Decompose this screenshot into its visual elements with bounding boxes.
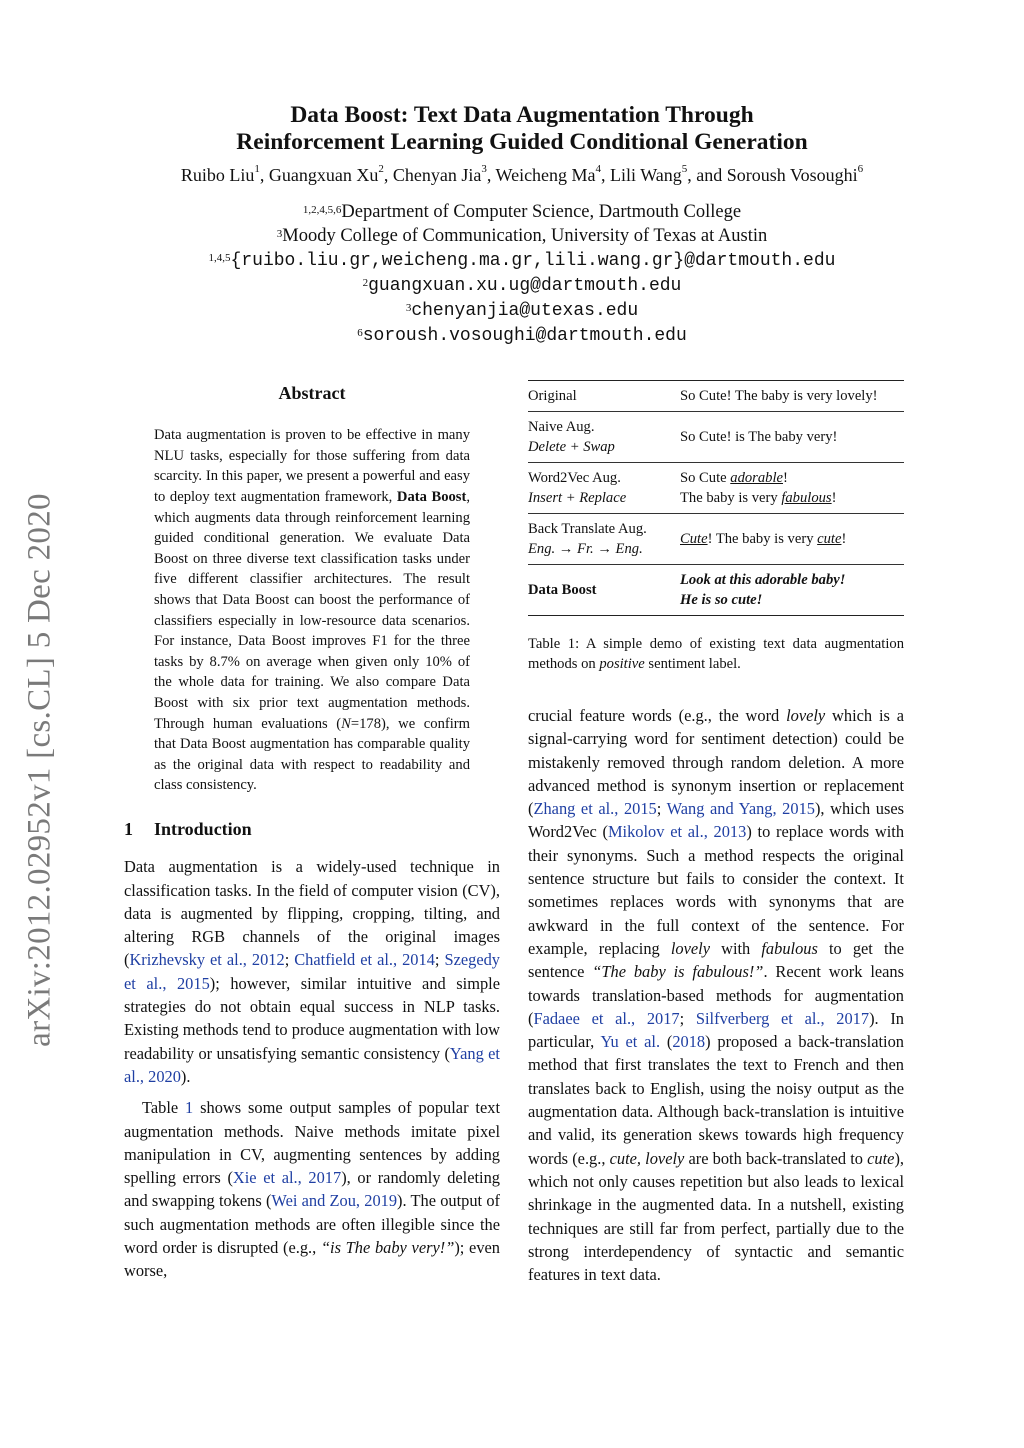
arxiv-sidebar-stamp <box>14 460 66 1080</box>
citation-link[interactable]: Wei and Zou, 2019 <box>271 1191 398 1211</box>
method-label: Back Translate Aug. <box>528 521 647 537</box>
author-list: Ruibo Liu$^1$, Guangxuan Xu$^2$, Chenyan Jia$^3$, Weicheng Ma$^4$, Lili Wang$^5$, and Soroush Vosoughi$^6$ <box>180 163 864 185</box>
text-run: sentiment label. <box>644 656 741 672</box>
email-line <box>110 323 934 348</box>
title-line-2: Reinforcement Learning Guided Conditional Generation <box>236 129 808 155</box>
text-run: ). <box>180 1066 191 1086</box>
example-line <box>680 488 904 508</box>
citation-link[interactable]: Chatfield et al., 2014 <box>294 950 435 970</box>
method-cell <box>528 463 680 514</box>
text-run: lovely <box>670 938 710 958</box>
method-sub: Insert + Replace <box>528 490 627 506</box>
title-line-1: Data Boost: Text Data Augmentation Through <box>290 102 754 128</box>
text-run: ); even worse, <box>124 1238 500 1281</box>
table-row <box>528 463 904 514</box>
citation-link[interactable]: 2018 <box>672 1032 706 1052</box>
email-sup: 3 <box>405 302 412 314</box>
text-run: ) to replace words with their synonyms. Such a method respects the original sentence structure but fails to consider the context. It sometimes replaces words with synonyms that are awkward in the full context of the sentence. For example, replacing <box>528 822 905 958</box>
author-and: and <box>696 165 723 185</box>
affiliation-line <box>110 224 934 248</box>
author-sup: 4 <box>595 163 602 175</box>
method-cell <box>528 514 680 565</box>
quoted-example: “The baby is fabulous!” <box>592 962 764 982</box>
email-line <box>110 248 934 273</box>
affiliation-sup: 3 <box>276 228 283 240</box>
citation-link[interactable]: Xie et al., 2017 <box>232 1168 342 1188</box>
table-row <box>528 514 904 565</box>
author-name: Weicheng Ma <box>495 165 596 185</box>
method-cell <box>528 381 680 412</box>
text-run: ; <box>434 950 445 970</box>
citation-link[interactable]: Silfverberg et al., 2017 <box>695 1008 870 1028</box>
text-run: ), which uses Word2Vec ( <box>528 799 904 842</box>
email-text[interactable]: chenyanjia@utexas.edu <box>411 301 639 321</box>
text-run: ! The baby is very <box>707 531 818 547</box>
text-run: shows some output samples of popular text augmentation methods. Naive methods imitate pixel manipulation in CV, augmenting sentences by adding spelling errors ( <box>124 1098 500 1188</box>
augmented-word: fabulous <box>781 490 832 506</box>
method-label: Data Boost <box>528 582 597 598</box>
text-run: ! <box>831 490 837 506</box>
author-name: Ruibo Liu <box>180 165 255 185</box>
citation-link[interactable]: Mikolov et al., 2013 <box>607 822 747 842</box>
author-sup: 3 <box>481 163 487 175</box>
author-sup: 5 <box>681 163 688 175</box>
example-cell <box>680 463 904 514</box>
text-run: crucial feature words (e.g., the word <box>528 706 787 725</box>
text-run: Data augmentation is a widely-used technique in classification tasks. In the field of computer vision (CV), data is augmented by flipping, cropping, tilting, and altering RGB channels of the original images ( <box>124 857 500 970</box>
citation-link[interactable]: Yu et al. <box>600 1032 661 1052</box>
author-sup: 6 <box>857 163 864 175</box>
section-title: Introduction <box>154 818 252 839</box>
abstract-bold: Data Boost <box>396 489 467 506</box>
method-label: Naive Aug. <box>528 419 595 435</box>
email-text[interactable]: guangxuan.xu.ug@dartmouth.edu <box>368 276 682 296</box>
text-run: cute, lovely <box>609 1148 685 1168</box>
example-cell <box>680 514 904 565</box>
text-run: ), which not only causes repetition but also leads to lexical shrinkage in the augmented data. In a nutshell, existing techniques are still far from perfect, partially due to the strong interdependency of syntactic and semantic features in text data. <box>528 1148 905 1285</box>
table-row <box>528 412 904 463</box>
text-run: lovely <box>786 706 826 725</box>
citation-link[interactable]: Wang and Yang, 2015 <box>666 799 815 819</box>
text-run: ); however, similar intuitive and simple strategies do not obtain equal success in NLP tasks. Existing methods tend to produce augmentation with low readability or unsatisfying semantic consistency ( <box>124 973 500 1063</box>
citation-link[interactable]: Fadaee et al., 2017 <box>533 1008 680 1028</box>
text-run: with <box>709 938 762 958</box>
text-run: Table <box>142 1098 186 1118</box>
right-column-paragraph <box>528 704 904 1286</box>
email-sup: 2 <box>362 277 369 289</box>
right-column <box>528 380 904 1286</box>
author-sup: 1 <box>254 163 260 175</box>
citation-link[interactable]: Krizhevsky et al., 2012 <box>129 950 285 970</box>
quoted-example: “is The baby very!” <box>320 1238 455 1258</box>
augmented-word: adorable <box>730 470 783 486</box>
example-line: Look at this adorable baby! <box>680 572 846 588</box>
affiliations <box>110 200 934 348</box>
method-label: Word2Vec Aug. <box>528 470 621 486</box>
text-run: ) proposed a back-translation method that first translates the text to French and then translates back to English, using the noisy output as the augmentation data. Although back-translation is intuitive and valid, its generation skews towards high frequency words (e.g., <box>528 1032 904 1168</box>
example-cell: So Cute! The baby is very lovely! <box>680 388 878 404</box>
text-run: ! <box>841 531 847 547</box>
text-run: ), or randomly deleting and swapping tokens ( <box>124 1168 500 1211</box>
abstract-part: Data augmentation is proven to be effective in many NLU tasks, especially for those suffering from data scarcity. In this paper, we present a powerful and easy to deploy text augmentation framework, <box>154 427 470 506</box>
method-sub: Delete + Swap <box>528 439 615 455</box>
example-cell <box>680 565 904 616</box>
text-run: ; <box>679 1008 696 1028</box>
text-run: positive <box>599 656 645 672</box>
method-sub: Eng. → Fr. → Eng. <box>528 541 643 557</box>
table-1 <box>528 380 904 616</box>
section-heading-introduction <box>124 818 500 841</box>
author-name: Chenyan Jia <box>392 165 482 185</box>
citation-link[interactable]: Yang et al., 2020 <box>124 1043 500 1086</box>
author-sup: 2 <box>378 163 384 175</box>
abstract-text <box>154 425 470 796</box>
abstract-part: =178), we confirm that Data Boost augmentation has comparable quality as the original data with respect to readability and class consistency. <box>154 715 470 794</box>
table-reference-link[interactable]: 1 <box>185 1098 194 1118</box>
author-name: Lili Wang <box>610 165 682 185</box>
text-run: fabulous <box>761 938 818 958</box>
paper-header <box>110 102 934 348</box>
abstract-n-symbol: N <box>341 715 351 732</box>
text-run: are both back-translated to <box>684 1148 868 1168</box>
email-sup: 1,4,5 <box>208 252 231 264</box>
section-number: 1 <box>124 818 133 839</box>
email-line <box>110 298 934 323</box>
text-run: The baby is very <box>680 490 782 506</box>
text-run: to get the sentence <box>528 938 905 982</box>
affiliation-line <box>110 200 934 224</box>
example-cell: So Cute! is The baby very! <box>680 429 838 445</box>
email-sup: 6 <box>357 327 363 339</box>
intro-paragraph-1 <box>124 855 500 1088</box>
citation-link[interactable]: Zhang et al., 2015 <box>533 799 657 819</box>
example-line <box>680 468 904 488</box>
abstract-heading: Abstract <box>278 383 346 403</box>
method-label: Original <box>528 388 577 404</box>
method-cell <box>528 565 680 616</box>
arxiv-id: arXiv:2012.02952v1 [cs.CL] 5 Dec 2020 <box>21 493 58 1047</box>
left-column <box>124 380 500 1283</box>
text-run: which is a signal-carrying word for sentiment detection) could be mistakenly removed through random deletion. A more advanced method is synonym insertion or replacement ( <box>528 706 904 819</box>
author-name: Guangxuan Xu <box>268 165 379 185</box>
email-line <box>110 273 934 298</box>
text-run: So Cute <box>680 470 731 486</box>
text-run: ). In particular, <box>528 1008 904 1052</box>
email-text[interactable]: soroush.vosoughi@dartmouth.edu <box>362 326 687 346</box>
text-run: cute <box>867 1148 895 1168</box>
table-caption <box>528 634 904 674</box>
text-run: ( <box>660 1032 673 1052</box>
text-run: . Recent work leans towards translation-based methods for augmentation ( <box>528 962 905 1028</box>
author-name: Soroush Vosoughi <box>726 165 858 185</box>
augmented-word: Cute <box>680 531 708 547</box>
method-cell <box>528 412 680 463</box>
table-row <box>528 565 904 616</box>
table-row <box>528 381 904 412</box>
intro-paragraph-2 <box>124 1096 500 1282</box>
abstract-part: , which augments data through reinforcement learning guided conditional generation. We evaluate Data Boost on three diverse text classification tasks under five different classifier architectures. The result shows that Data Boost can boost the performance of classifiers especially in low-resource data scenarios. For instance, Data Boost improves F1 for the three tasks by 8.7% on average when given only 10% of the whole data for training. We also compare Data Boost with six prior text augmentation methods. Through human evaluations ( <box>154 489 470 732</box>
text-run: Table 1: A simple demo of existing text data augmentation methods on <box>528 636 904 672</box>
text-run: ! <box>782 470 788 486</box>
text-run: ). The output of such augmentation methods are often illegible since the word order is disrupted (e.g., <box>124 1191 500 1258</box>
paper-title <box>110 102 934 156</box>
affiliation-text: Department of Computer Science, Dartmouth College <box>341 202 742 222</box>
text-run: ; <box>284 950 295 970</box>
affiliation-text: Moody College of Communication, University of Texas at Austin <box>282 226 768 246</box>
citation-link[interactable]: Szegedy et al., 2015 <box>124 950 500 993</box>
email-text[interactable]: {ruibo.liu.gr,weicheng.ma.gr,lili.wang.gr}@dartmouth.edu <box>230 251 836 271</box>
text-run: ; <box>656 799 667 819</box>
affiliation-sup: 1,2,4,5,6 <box>302 204 342 216</box>
augmented-word: cute <box>817 531 842 547</box>
example-line: He is so cute! <box>680 592 763 608</box>
